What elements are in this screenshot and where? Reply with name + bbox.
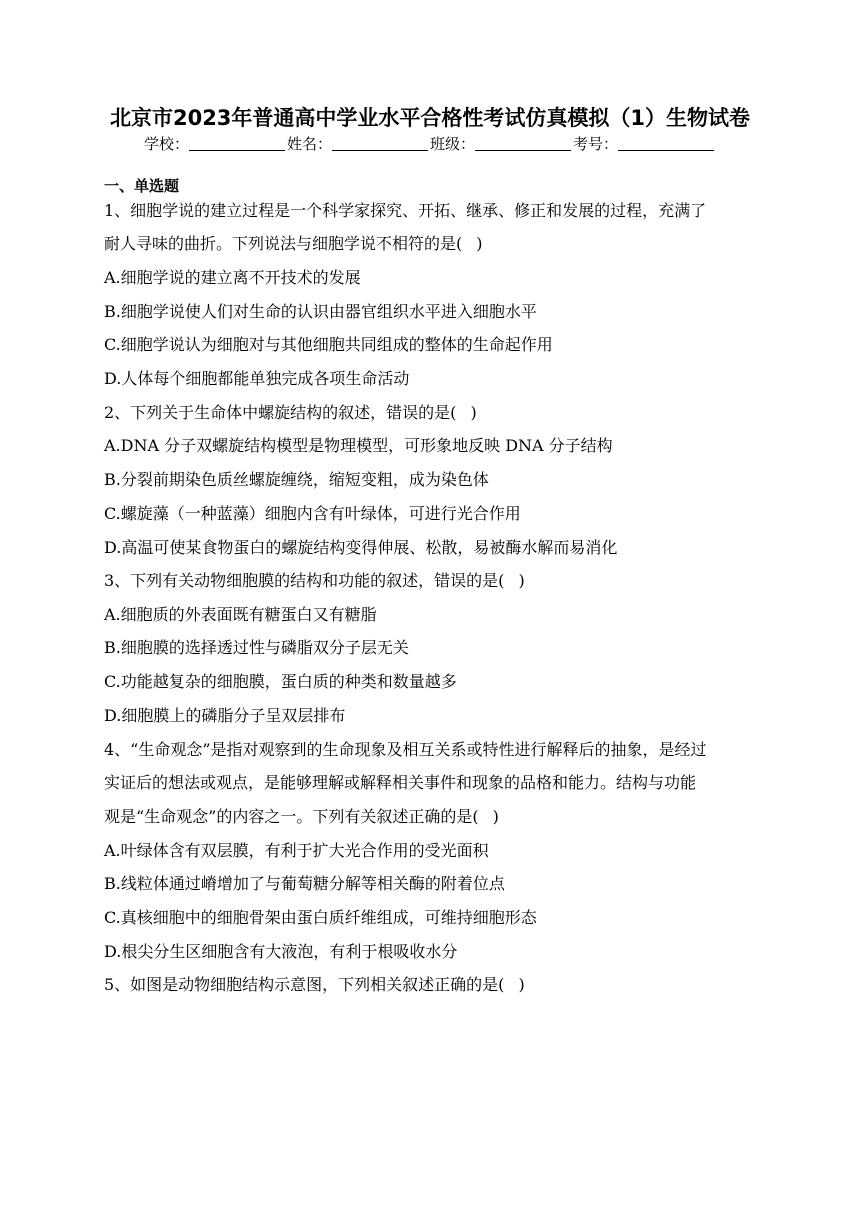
question-4-stem-line-2: 实证后的想法或观点，是能够理解或解释相关事件和现象的品格和能力。结构与功能 <box>104 773 697 792</box>
exam-number-blank[interactable] <box>618 134 714 151</box>
question-4-option-d: D.根尖分生区细胞含有大液泡，有利于根吸收水分 <box>104 942 458 961</box>
class-blank[interactable] <box>475 134 571 151</box>
question-1-option-b: B.细胞学说使人们对生命的认识由器官组织水平进入细胞水平 <box>104 302 537 321</box>
question-1-option-c: C.细胞学说认为细胞对与其他细胞共同组成的整体的生命起作用 <box>104 335 553 354</box>
exam-number-label: 考号： <box>573 135 619 153</box>
class-label: 班级： <box>430 135 476 153</box>
question-4-stem-line-1: 4、“生命观念”是指对观察到的生命现象及相互关系或特性进行解释后的抽象，是经过 <box>104 740 707 759</box>
question-3-option-b: B.细胞膜的选择透过性与磷脂双分子层无关 <box>104 638 409 657</box>
school-blank[interactable] <box>189 134 285 151</box>
name-label: 姓名： <box>286 135 332 153</box>
question-3-option-d: D.细胞膜上的磷脂分子呈双层排布 <box>104 706 346 725</box>
name-blank[interactable] <box>332 134 428 151</box>
exam-title: 北京市2023年普通高中学业水平合格性考试仿真模拟（1）生物试卷 <box>109 106 751 130</box>
question-1-stem-line-1: 1、细胞学说的建立过程是一个科学家探究、开拓、继承、修正和发展的过程，充满了 <box>104 201 707 220</box>
question-4-option-b: B.线粒体通过嵴增加了与葡萄糖分解等相关酶的附着位点 <box>104 874 505 893</box>
student-info-fields <box>0 131 860 157</box>
question-4-option-a: A.叶绿体含有双层膜，有利于扩大光合作用的受光面积 <box>104 841 489 860</box>
question-3-stem: 3、下列有关动物细胞膜的结构和功能的叙述，错误的是( ) <box>104 571 525 590</box>
question-3-option-a: A.细胞质的外表面既有糖蛋白又有糖脂 <box>104 605 377 624</box>
section-heading: 一、单选题 <box>104 177 180 195</box>
question-1-option-a: A.细胞学说的建立离不开技术的发展 <box>104 268 361 287</box>
question-1-option-d: D.人体每个细胞都能单独完成各项生命活动 <box>104 369 410 388</box>
question-2-stem: 2、下列关于生命体中螺旋结构的叙述，错误的是( ) <box>104 403 477 422</box>
question-2-option-c: C.螺旋藻（一种蓝藻）细胞内含有叶绿体，可进行光合作用 <box>104 504 521 523</box>
question-1-stem-line-2: 耐人寻味的曲折。下列说法与细胞学说不相符的是( ) <box>104 234 483 253</box>
question-5-stem: 5、如图是动物细胞结构示意图，下列相关叙述正确的是( ) <box>104 975 525 994</box>
question-4-stem-line-3: 观是“生命观念”的内容之一。下列有关叙述正确的是( ) <box>104 807 499 826</box>
question-2-option-a: A.DNA 分子双螺旋结构模型是物理模型，可形象地反映 DNA 分子结构 <box>104 436 613 455</box>
school-label: 学校： <box>143 135 189 153</box>
question-2-option-d: D.高温可使某食物蛋白的螺旋结构变得伸展、松散，易被酶水解而易消化 <box>104 538 618 557</box>
question-3-option-c: C.功能越复杂的细胞膜，蛋白质的种类和数量越多 <box>104 672 457 691</box>
question-2-option-b: B.分裂前期染色质丝螺旋缠绕，缩短变粗，成为染色体 <box>104 470 489 489</box>
question-4-option-c: C.真核细胞中的细胞骨架由蛋白质纤维组成，可维持细胞形态 <box>104 908 537 927</box>
